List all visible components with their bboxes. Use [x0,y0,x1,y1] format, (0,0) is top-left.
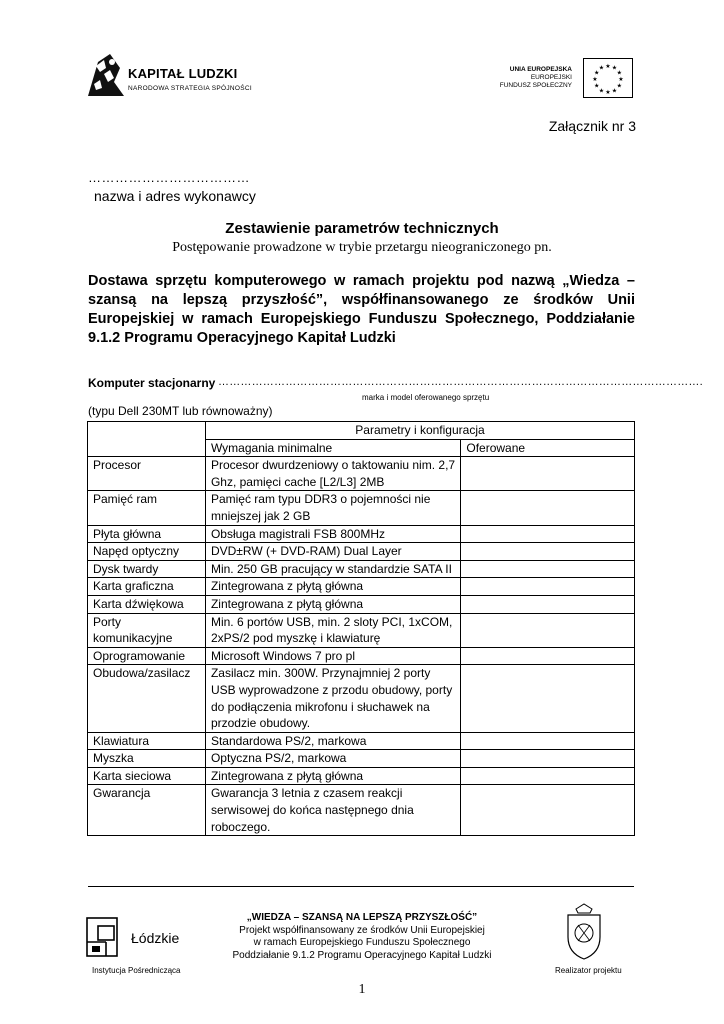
offered-value-cell[interactable] [461,457,635,491]
requirement-cell: Obsługa magistrali FSB 800MHz [205,525,460,543]
offered-value-cell[interactable] [461,578,635,596]
footer-project-title: „WIEDZA – SZANSĄ NA LEPSZĄ PRZYSZŁOŚĆ” [246,912,478,923]
requirement-cell: Microsoft Windows 7 pro pl [205,647,460,665]
requirement-cell: Zintegrowana z płytą główna [205,578,460,596]
offered-value-cell[interactable] [461,491,635,525]
svg-text:★: ★ [594,69,600,77]
param-name-cell: Porty komunikacyjne [88,613,206,647]
svg-text:★: ★ [611,87,618,95]
kl-subtitle: NARODOWA STRATEGIA SPÓJNOŚCI [128,85,252,92]
svg-text:★: ★ [611,64,618,72]
kl-title: KAPITAŁ LUDZKI [128,66,238,81]
page-number: 1 [358,982,366,997]
computer-type: (typu Dell 230MT lub równoważny) [88,404,273,418]
footer-line3: Poddziałanie 9.1.2 Programu Operacyjnego Kapitał Ludzki [232,949,492,961]
coat-of-arms-icon [562,903,606,961]
table-row [88,578,635,596]
footer-line2: w ramach Europejskiego Funduszu Społecznego [253,937,471,948]
project-implementer-label: Realizator projektu [555,966,622,975]
intermediary-label: Instytucja Pośrednicząca [92,966,181,975]
group-header: Parametry i konfiguracja [205,422,634,440]
param-name-cell: Karta graficzna [88,578,206,596]
param-name-cell: Klawiatura [88,732,206,750]
offered-value-cell[interactable] [461,785,635,836]
offered-value-cell[interactable] [461,647,635,665]
requirement-cell: Zasilacz min. 300W. Przynajmniej 2 porty USB wyprowadzone z przodu obudowy, porty do podłączenia mikrofonu i słuchawek na przodzie obudowy. [205,665,460,732]
offered-value-cell[interactable] [461,595,635,613]
eu-flag-icon [583,58,633,98]
offered-value-cell[interactable] [461,543,635,561]
empty-header-cell [88,422,206,457]
footer-divider [88,886,634,887]
eu-label [468,66,572,90]
computer-model-hint: marka i model oferowanego sprzętu [362,393,490,402]
eu-line3: FUNDUSZ SPOŁECZNY [499,82,572,89]
param-name-cell: Płyta główna [88,525,206,543]
svg-text:★: ★ [605,63,611,70]
svg-text:★: ★ [598,87,605,95]
svg-text:★: ★ [594,82,600,90]
svg-text:★: ★ [605,89,611,96]
svg-text:★: ★ [616,82,622,90]
eu-line1: UNIA EUROPEJSKA [509,66,572,73]
svg-text:★: ★ [592,76,598,83]
table-row [88,613,635,647]
requirement-cell: Standardowa PS/2, markowa [205,732,460,750]
requirement-cell: Zintegrowana z płytą główna [205,767,460,785]
computer-label: Komputer stacjonarny [88,376,216,390]
svg-text:★: ★ [598,64,605,72]
col-required-header: Wymagania minimalne [205,439,460,457]
requirement-cell: Gwarancja 3 letnia z czasem reakcji serwisowej do końca następnego dnia roboczego. [205,785,460,836]
table-row [88,750,635,768]
table-row [88,767,635,785]
offered-value-cell[interactable] [461,525,635,543]
param-name-cell: Pamięć ram [88,491,206,525]
param-name-cell: Karta sieciowa [88,767,206,785]
table-row [88,785,635,836]
table-row [88,525,635,543]
param-name-cell: Karta dźwiękowa [88,595,206,613]
footer-project-info [200,912,524,962]
param-name-cell: Gwarancja [88,785,206,836]
document-title: Zestawienie parametrów technicznych [225,220,499,237]
offered-value-cell[interactable] [461,613,635,647]
offered-value-cell[interactable] [461,750,635,768]
col-offered-header: Oferowane [461,439,635,457]
svg-text:★: ★ [618,76,624,83]
requirement-cell: Min. 6 portów USB, min. 2 sloty PCI, 1xCOM, 2xPS/2 pod myszkę i klawiaturę [205,613,460,647]
attachment-number: Załącznik nr 3 [548,118,636,134]
param-name-cell: Myszka [88,750,206,768]
offered-value-cell[interactable] [461,767,635,785]
eu-line2: EUROPEJSKI [530,74,572,81]
requirement-cell: Pamięć ram typu DDR3 o pojemności nie mniejszej jak 2 GB [205,491,460,525]
offered-value-cell[interactable] [461,732,635,750]
table-row [88,647,635,665]
requirement-cell: Min. 250 GB pracujący w standardzie SATA II [205,560,460,578]
table-row [88,732,635,750]
param-name-cell: Oprogramowanie [88,647,206,665]
table-row [88,543,635,561]
footer-line1: Projekt współfinansowany ze środków Unii Europejskiej [239,924,485,936]
requirement-cell: Zintegrowana z płytą główna [205,595,460,613]
offered-value-cell[interactable] [461,665,635,732]
table-row [88,665,635,732]
param-name-cell: Dysk twardy [88,560,206,578]
table-row [88,457,635,491]
requirement-cell: Optyczna PS/2, markowa [205,750,460,768]
param-name-cell: Procesor [88,457,206,491]
document-subtitle: Postępowanie prowadzone w trybie przetargu nieograniczonego pn. [172,240,552,255]
table-header-row [88,422,635,440]
svg-text:★: ★ [616,69,622,77]
contractor-label: nazwa i adres wykonawcy [94,188,256,204]
spec-table [87,421,635,836]
offered-value-cell[interactable] [461,560,635,578]
computer-model-dots: …………………………………………………………………………………………………………………. [218,376,703,388]
param-name-cell: Napęd optyczny [88,543,206,561]
requirement-cell: Procesor dwurdzeniowy o taktowaniu nim. 2,7 Ghz, pamięci cache [L2/L3] 2MB [205,457,460,491]
param-name-cell: Obudowa/zasilacz [88,665,206,732]
table-row [88,560,635,578]
intro-paragraph: Dostawa sprzętu komputerowego w ramach projektu pod nazwą „Wiedza – szansą na lepszą przyszłość”, współfinansowanego ze środków Unii Europejskiej w ramach Europejskiego Funduszu Społecznego, Poddziałanie 9.1.2 Programu Operacyjnego Kapitał Ludzki [88,273,635,346]
contractor-dots: ……………………………… [88,170,250,185]
table-row [88,595,635,613]
lodzkie-name: Łódzkie [131,930,180,946]
requirement-cell: DVD±RW (+ DVD-RAM) Dual Layer [205,543,460,561]
table-row [88,491,635,525]
